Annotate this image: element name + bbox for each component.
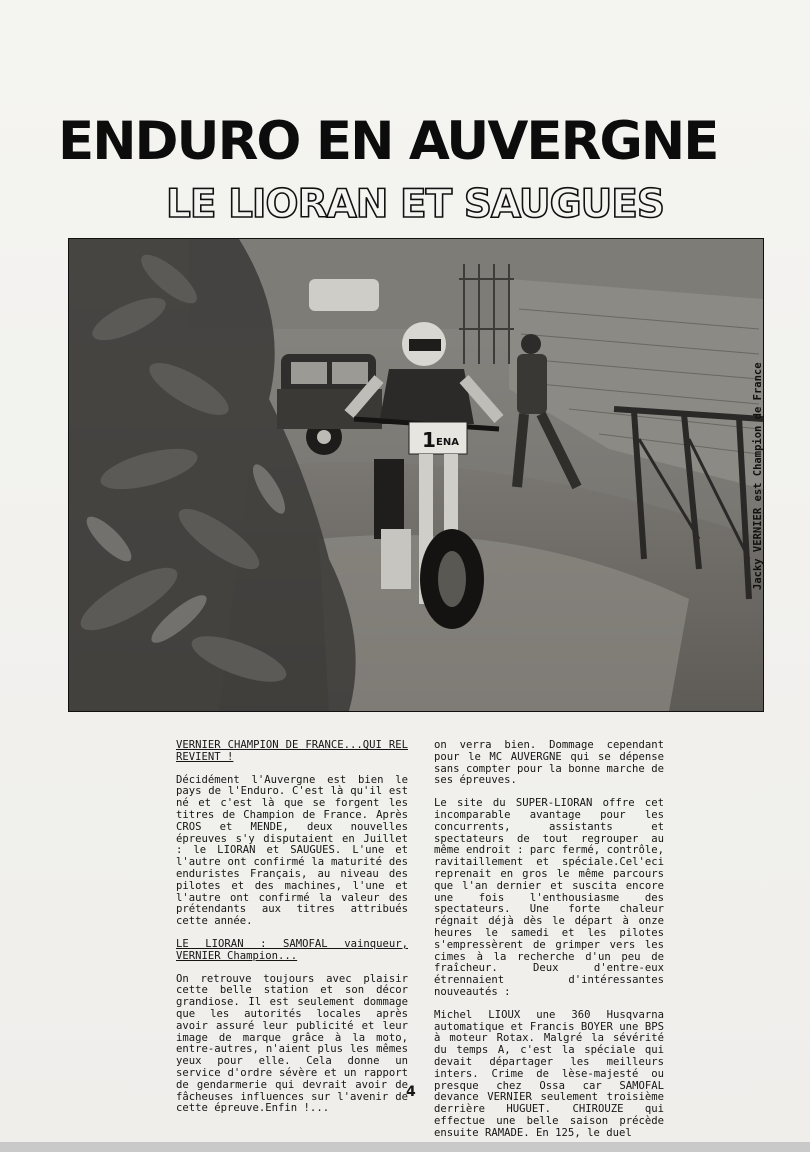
paragraph: Michel LIOUX une 360 Husqvarna automatique et Francis BOYER une BPS à moteur Rotax. Malgré la sévérité du temps A, c'est la spéciale qui devait départager les meilleurs inters. Crime de lèse-majesté ou presque chez Ossa car SAMOFAL devance VERNIER seulement troisième derrière HUGUET. CHIROUZE qui effectue une belle saison précède ensuite RAMADE. En 125, le duel xyxy=(434,1008,664,1139)
section-subheading: LE LIORAN : SAMOFAL vainqueur, VERNIER Champion... xyxy=(176,937,408,962)
paragraph: Décidément l'Auvergne est bien le pays de l'Enduro. C'est là qu'il est né et c'est là que se forgent les titres de Champion de France. Après CROS et MENDE, deux nouvelles épreuves s'y disputaient en Juillet : le LIORAN et SAUGUES. L'une et l'autre ont confirmé la maturité des enduristes Français, au niveau des pilotes et des machines, l'une et l'autre ont confirmé la valeur des prétendants aux titres attribués cette année. xyxy=(176,773,408,928)
bike-plate-sponsor: ENA xyxy=(436,437,459,448)
paragraph: On retrouve toujours avec plaisir cette belle station et son décor grandiose. Il est seulement dommage que les autorités locales après avoir assuré leur publicité et leur image de marque grâce à la moto, entre-autres, n'aient plus les mêmes yeux pour elle. Cela donne un service d'ordre sévère et un rapport de gendarmerie qui devrait avoir de fâcheuses influences sur l'avenir de cette épreuve.Enfin !... xyxy=(176,972,408,1115)
article-subtitle: LE LIORAN ET SAUGUES xyxy=(166,182,664,227)
paragraph: on verra bien. Dommage cependant pour le MC AUVERGNE qui se dépense sans compter pour la bonne marche de ses épreuves. xyxy=(434,739,664,787)
photo-illustration xyxy=(69,239,763,711)
paragraph: Le site du SUPER-LIORAN offre cet incomparable avantage pour les concurrents, assistants et spectateurs de tout regrouper au même endroit : parc fermé, contrôle, ravitaillement et spéciale.Cel'eci reprenait en gros le même parcours que l'an dernier et suscita encore une fois l'enthousiasme des spectateurs. Une forte chaleur régnait déjà dès le départ à onze heures le samedi et les pilotes s'empressèrent de grimper vers les cimes à la recherche d'un peu de fraîcheur. Deux d'entre-eux étrennaient d'intéressantes nouveautés : xyxy=(434,797,664,998)
page-edge xyxy=(0,1142,810,1152)
photo-caption: Jacky VERNIER est Champion de France xyxy=(752,362,764,590)
bike-plate-number: 1 xyxy=(422,428,436,452)
page-number: 4 xyxy=(406,1084,416,1100)
section-heading: VERNIER CHAMPION DE FRANCE...QUI REL REVIENT ! xyxy=(176,739,408,763)
article-left-column xyxy=(176,740,408,1126)
article-title: ENDURO EN AUVERGNE xyxy=(58,111,718,172)
enduro-photo xyxy=(68,238,764,712)
article-right-column xyxy=(434,740,664,1151)
